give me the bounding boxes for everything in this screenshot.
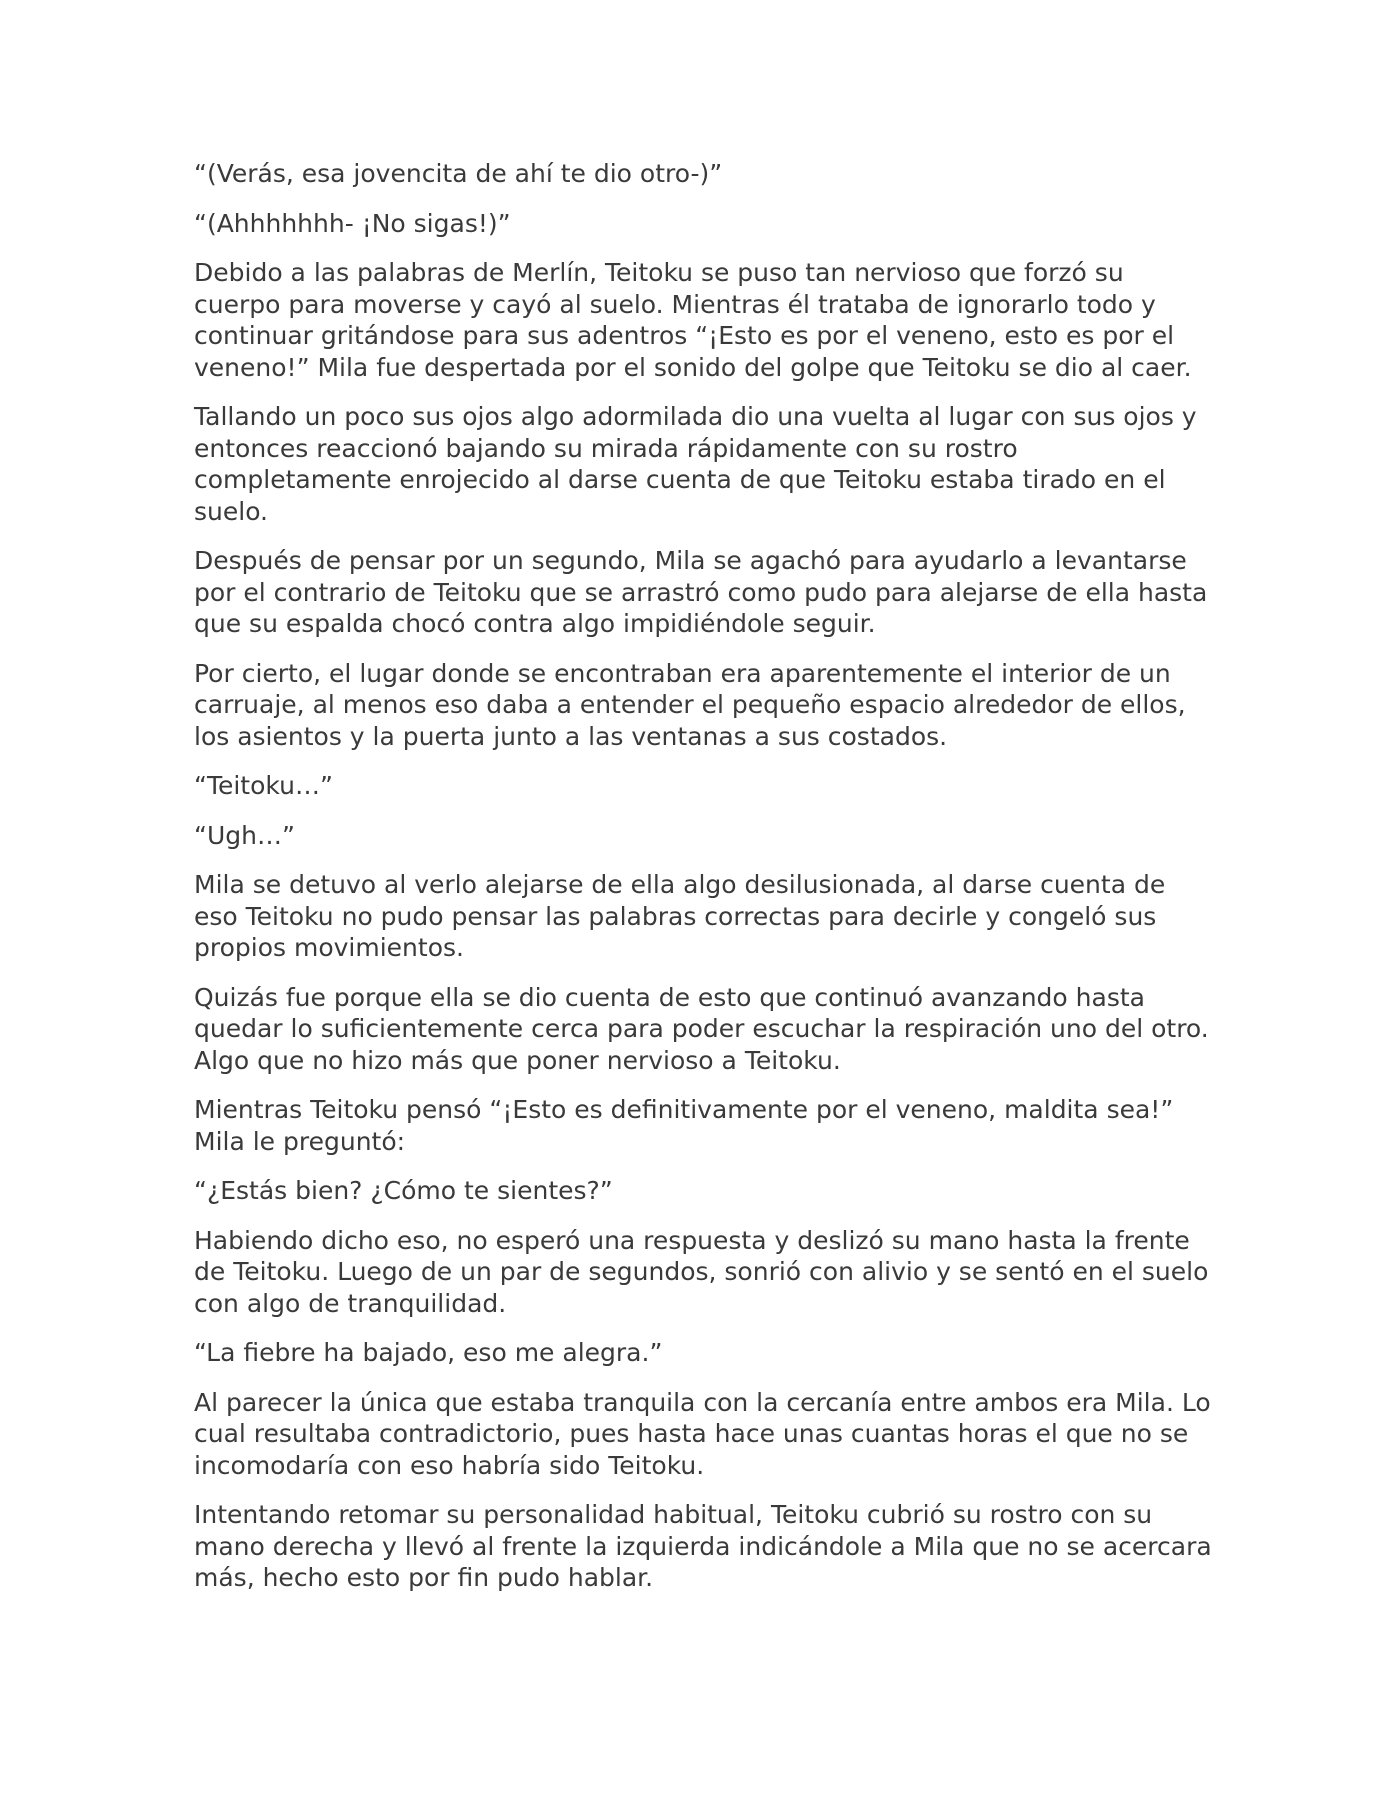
paragraph: Mientras Teitoku pensó “¡Esto es definitivamente por el veneno, maldita sea!” Mila le preguntó: [194,1095,1174,1156]
body-text [194,158,1214,1612]
paragraph: Después de pensar por un segundo, Mila se agachó para ayudarlo a levantarse por el contrario de Teitoku que se arrastró como pudo para alejarse de ella hasta que su espalda chocó contra algo impidiéndole seguir. [194,546,1208,638]
paragraph: Quizás fue porque ella se dio cuenta de esto que continuó avanzando hasta quedar lo suficientemente cerca para poder escuchar la respiración uno del otro. Algo que no hizo más que poner nervioso a Teitoku. [194,982,1209,1075]
paragraph: Al parecer la única que estaba tranquila con la cercanía entre ambos era Mila. Lo cual resultaba contradictorio, pues hasta hace unas cuantas horas el que no se incomodaría con eso habría sido Teitoku. [194,1387,1211,1480]
paragraph-dialogue: “Ugh…” [194,820,295,850]
paragraph: Tallando un poco sus ojos algo adormilada dio una vuelta al lugar con sus ojos y entonces reaccionó bajando su mirada rápidamente con su rostro completamente enrojecido al darse cuenta de que Teitoku estaba tirado en el suelo. [194,402,1197,526]
paragraph: Intentando retomar su personalidad habitual, Teitoku cubrió su rostro con su mano derecha y llevó al frente la izquierda indicándole a Mila que no se acercara más, hecho esto por fin pudo hablar. [194,1500,1212,1592]
paragraph-dialogue: “¿Estás bien? ¿Cómo te sientes?” [194,1176,613,1205]
paragraph: Debido a las palabras de Merlín, Teitoku se puso tan nervioso que forzó su cuerpo para moverse y cayó al suelo. Mientras él trataba de ignorarlo todo y continuar gritándose para sus adentros “¡Esto es por el veneno, esto es por el veneno!” Mila fue despertada por el sonido del golpe que Teitoku se dio al caer. [194,258,1192,382]
paragraph-dialogue: “La fiebre ha bajado, eso me alegra.” [194,1338,663,1367]
paragraph-dialogue: “(Verás, esa jovencita de ahí te dio otro-)” [194,159,723,188]
paragraph: Mila se detuvo al verlo alejarse de ella algo desilusionada, al darse cuenta de eso Teitoku no pudo pensar las palabras correctas para decirle y congeló sus propios movimientos. [194,870,1166,962]
paragraph-dialogue: “Teitoku…” [194,771,333,800]
paragraph: Habiendo dicho eso, no esperó una respuesta y deslizó su mano hasta la frente de Teitoku. Luego de un par de segundos, sonrió con alivio y se sentó en el suelo con algo de tranquilidad. [194,1225,1209,1318]
paragraph-dialogue: “(Ahhhhhhh- ¡No sigas!)” [194,208,511,238]
paragraph: Por cierto, el lugar donde se encontraban era aparentemente el interior de un carruaje, al menos eso daba a entender el pequeño espacio alrededor de ellos, los asientos y la puerta junto a las ventanas a sus costados. [194,658,1186,751]
